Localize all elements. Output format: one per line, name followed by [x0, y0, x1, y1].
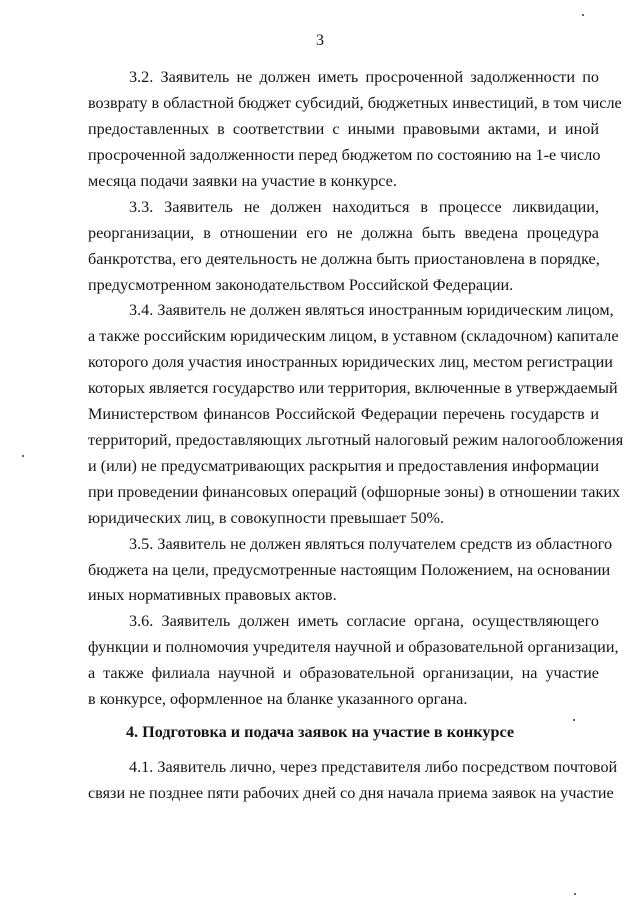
paragraph-line: 3.5. Заявитель не должен являться получателем средств из областного: [129, 535, 613, 553]
paragraph-line: связи не позднее пяти рабочих дней со дня начала приема заявок на участие: [88, 784, 614, 802]
paragraph-line: 3.2. Заявитель не должен иметь просроченной задолженности по: [129, 68, 599, 86]
paragraph-line: которых является государство или территория, включенные в утверждаемый: [88, 379, 618, 397]
paragraph-line: территорий, предоставляющих льготный налоговый режим налогообложения: [88, 431, 624, 449]
paragraph-line: Министерством финансов Российской Федерации перечень государств и: [88, 405, 599, 423]
paragraph-line: 3.6. Заявитель должен иметь согласие органа, осуществляющего: [129, 612, 599, 630]
paragraph-line: возврату в областной бюджет субсидий, бюджетных инвестиций, в том числе: [88, 94, 622, 112]
paragraph-line: и (или) не предусматривающих раскрытия и предоставления информации: [88, 457, 599, 475]
paragraph-line: 3.3. Заявитель не должен находиться в процессе ликвидации,: [129, 198, 599, 216]
scan-speck: [573, 719, 575, 721]
scan-speck: [22, 455, 24, 457]
paragraph-line: предусмотренном законодательством Российской Федерации.: [88, 276, 514, 294]
paragraph-line: иных нормативных правовых актов.: [88, 586, 337, 604]
paragraph-line: реорганизации, в отношении его не должна быть введена процедура: [88, 224, 599, 242]
paragraph-line: функции и полномочия учредителя научной и образовательной организации,: [88, 638, 619, 656]
section-heading: 4. Подготовка и подача заявок на участие в конкурсе: [125, 723, 515, 741]
scan-speck: [582, 14, 584, 16]
paragraph-line: а также российским юридическим лицом, в уставном (складочном) капитале: [88, 327, 619, 345]
paragraph-line: а также филиала научной и образовательной организации, на участие: [88, 664, 599, 682]
paragraph-line: юридических лиц, в совокупности превышает 50%.: [88, 509, 445, 527]
paragraph-line: бюджета на цели, предусмотренные настоящим Положением, на основании: [88, 561, 611, 579]
paragraph-line: банкротства, его деятельность не должна быть приостановлена в порядке,: [88, 250, 600, 268]
paragraph-line: при проведении финансовых операций (офшорные зоны) в отношении таких: [88, 483, 621, 501]
paragraph-line: в конкурсе, оформленное на бланке указанного органа.: [88, 690, 468, 708]
paragraph-line: которого доля участия иностранных юридических лиц, местом регистрации: [88, 353, 613, 371]
paragraph-line: 4.1. Заявитель лично, через представителя либо посредством почтовой: [129, 758, 618, 776]
paragraph-line: предоставленных в соответствии с иными правовыми актами, и иной: [88, 120, 599, 138]
page-number: 3: [316, 32, 324, 49]
scan-speck: [574, 893, 576, 895]
paragraph-line: месяца подачи заявки на участие в конкурсе.: [88, 172, 397, 190]
paragraph-line: 3.4. Заявитель не должен являться иностранным юридическим лицом,: [129, 301, 614, 319]
paragraph-line: просроченной задолженности перед бюджетом по состоянию на 1-е число: [88, 146, 601, 164]
